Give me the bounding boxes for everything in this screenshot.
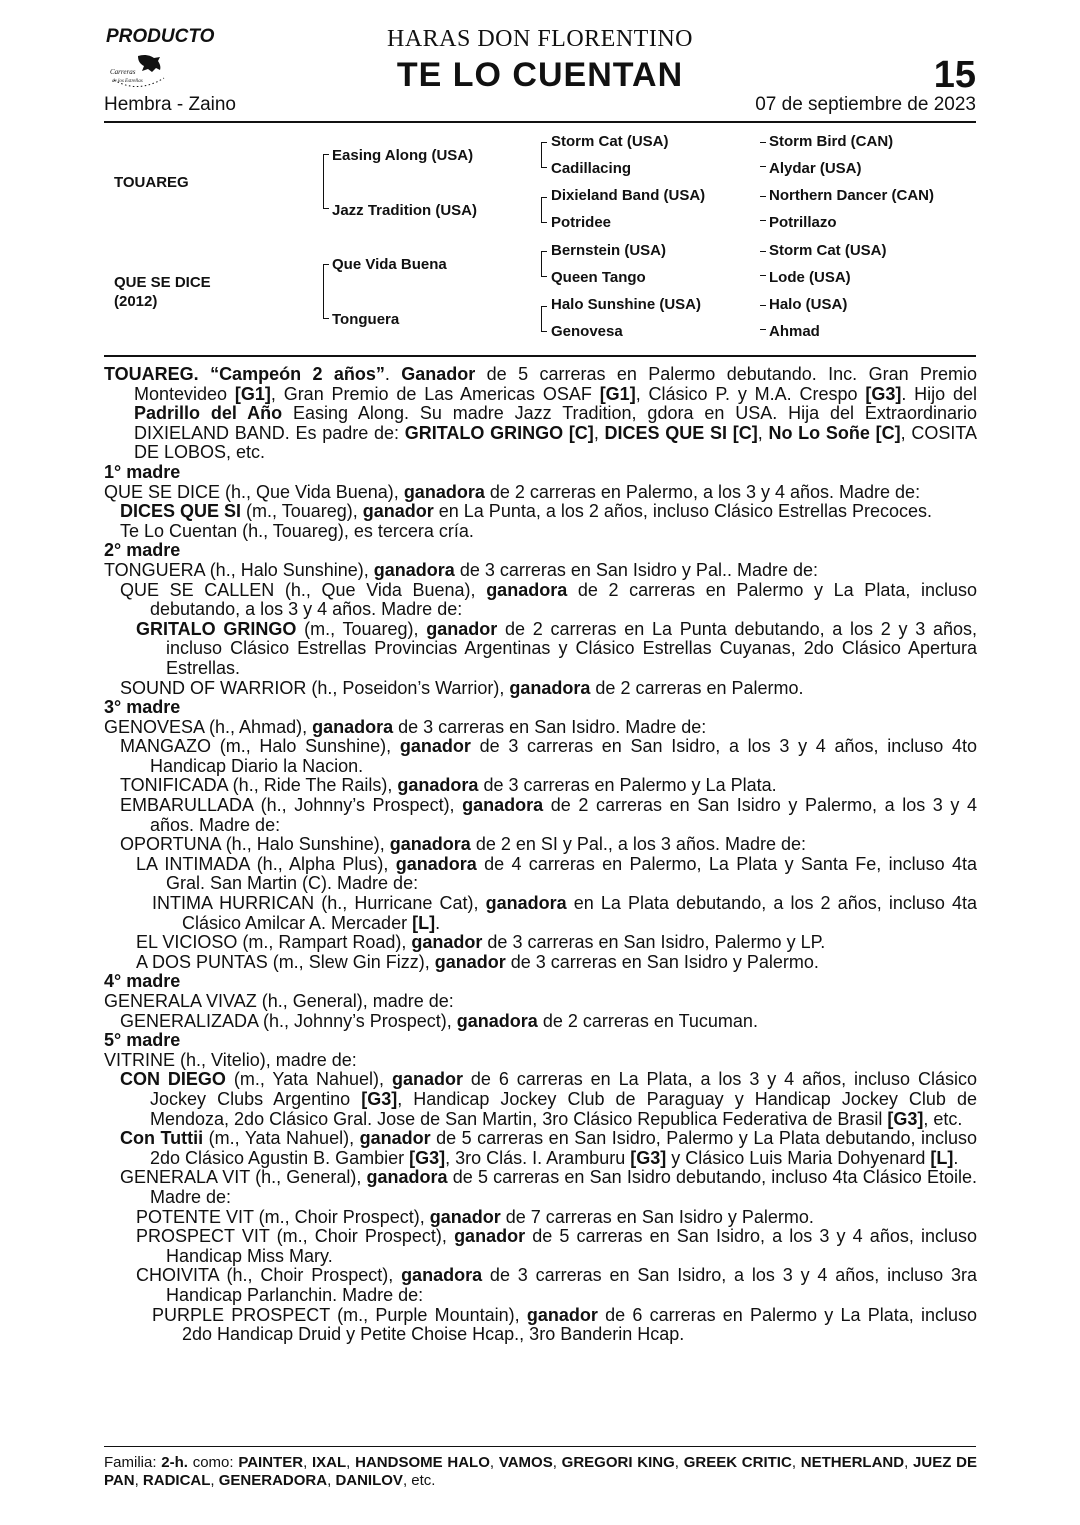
- text-run: . Hijo del: [901, 383, 977, 404]
- produce-entry: [104, 992, 977, 1012]
- bold-text: ganadora: [509, 677, 591, 698]
- text-run: de 5 carreras en San Isidro, Palermo y La Plata debutando, incluso 2do Clásico Agustin B. Gambier: [150, 1128, 978, 1168]
- bold-text: TOUAREG. “Campeón 2 años”: [104, 364, 385, 384]
- bold-text: ganadora: [397, 775, 479, 796]
- section-heading: [104, 972, 977, 992]
- produce-entry: [104, 1129, 977, 1168]
- produce-entry: [104, 1208, 977, 1228]
- pedigree-g4: Ahmad: [769, 323, 820, 340]
- text-run: (m., Touareg),: [296, 618, 427, 639]
- logo-text-2: de los Estrellas: [112, 79, 143, 84]
- text-run: de 2 carreras en La Punta debutando, a los 2 y 3 años, incluso Clásico Estrellas Provincias Argentinas y Clásico Estrellas Cuyanas, 2do Clásico Apertura Estrellas.: [166, 618, 977, 678]
- text-run: Te Lo Cuentan (h., Touareg), es tercera cría.: [120, 520, 474, 541]
- text-run: de 3 carreras en San Isidro, a los 3 y 4 años, incluso 3ra Handicap Parlanchin. Madre de:: [166, 1265, 977, 1305]
- bold-text: [G3]: [887, 1108, 924, 1129]
- produce-record: [104, 365, 977, 1345]
- section-heading: [104, 541, 977, 561]
- text-run: de 2 carreras en Palermo.: [590, 677, 804, 698]
- bold-text: RADICAL: [142, 1472, 211, 1489]
- text-run: en La Plata debutando, a los 2 años, incluso 4ta Clásico Amilcar A. Mercader: [182, 893, 977, 933]
- produce-entry: [104, 365, 977, 463]
- text-run: ,: [134, 1472, 143, 1489]
- pedigree-g4: Alydar (USA): [769, 160, 862, 177]
- text-run: de 3 carreras en San Isidro y Pal.. Madre de:: [454, 559, 818, 580]
- bold-text: ganador: [434, 951, 506, 972]
- produce-entry: [104, 522, 977, 542]
- text-run: de 5 carreras en Palermo debutando. Inc. Gran Premio Montevideo: [134, 364, 977, 404]
- bold-text: ganadora: [373, 559, 455, 580]
- bracket-g2-1: [323, 154, 324, 209]
- text-run: ,: [757, 422, 769, 443]
- pedigree-g3: Potridee: [551, 214, 612, 231]
- bold-text: GREEK CRITIC: [683, 1454, 792, 1471]
- bold-text: [L]: [930, 1147, 954, 1168]
- tick: [760, 166, 766, 167]
- text-run: PURPLE PROSPECT (m., Purple Mountain),: [152, 1304, 527, 1325]
- tick: [760, 275, 766, 276]
- text-run: de 3 carreras en San Isidro, Palermo y LP.: [482, 932, 826, 953]
- bold-text: NETHERLAND: [800, 1454, 905, 1471]
- text-run: QUE SE CALLEN (h., Que Vida Buena),: [120, 579, 487, 600]
- produce-entry: [104, 1266, 977, 1305]
- bold-text: Con Tuttii: [120, 1128, 204, 1149]
- pedigree-g3: Queen Tango: [551, 269, 646, 286]
- pedigree-dam-year: (2012): [114, 293, 158, 310]
- produce-entry: [104, 718, 977, 738]
- tick: [760, 305, 766, 306]
- bold-text: ganador: [411, 932, 483, 953]
- produce-entry: [104, 620, 977, 679]
- text-run: POTENTE VIT (m., Choir Prospect),: [136, 1206, 430, 1227]
- familia-note: [104, 1454, 977, 1490]
- text-run: (m., Touareg),: [241, 501, 363, 522]
- tick: [760, 329, 766, 330]
- text-run: de 2 carreras en Palermo, a los 3 y 4 años. Madre de:: [484, 481, 921, 502]
- bold-text: [G3]: [409, 1147, 446, 1168]
- bracket-g3: [541, 197, 542, 223]
- text-run: ,: [489, 1454, 499, 1471]
- pedigree-g4: Storm Bird (CAN): [769, 133, 894, 150]
- bold-text: VAMOS: [498, 1454, 553, 1471]
- text-run: ,: [593, 422, 605, 443]
- text-run: ,: [303, 1454, 312, 1471]
- text-run: , etc.: [923, 1108, 963, 1129]
- logo-text-1: Carreras: [110, 68, 136, 76]
- produce-entry: [104, 1306, 977, 1345]
- pedigree-dam: QUE SE DICE: [114, 274, 211, 291]
- text-run: de 2 carreras en Palermo y La Plata, incluso debutando, a los 3 y 4 años. Madre de:: [150, 579, 977, 620]
- text-run: de 3 carreras en San Isidro, a los 3 y 4 años, incluso 4to Handicap Diario la Nacion.: [150, 736, 977, 776]
- text-run: , Gran Premio de Las Americas OSAF: [270, 383, 600, 404]
- pedigree-g2: Easing Along (USA): [332, 147, 474, 164]
- bold-text: GRITALO GRINGO: [136, 618, 297, 639]
- bracket-g3: [541, 142, 542, 168]
- text-run: de 5 carreras en San Isidro, a los 3 y 4 años, incluso Handicap Miss Mary.: [166, 1226, 978, 1266]
- text-run: en La Punta, a los 2 años, incluso Clásico Estrellas Precoces.: [433, 501, 933, 522]
- product-name: TE LO CUENTAN: [396, 56, 684, 94]
- produce-entry: [104, 835, 977, 855]
- text-run: A DOS PUNTAS (m., Slew Gin Fizz),: [136, 951, 435, 972]
- text-run: OPORTUNA (h., Halo Sunshine),: [120, 834, 390, 855]
- bold-text: GRITALO GRINGO [C]: [404, 422, 594, 443]
- text-run: como:: [187, 1454, 239, 1471]
- text-run: (m., Yata Nahuel),: [225, 1069, 392, 1090]
- text-run: de 6 carreras en Palermo y La Plata, incluso 2do Handicap Druid y Petite Choise Hcap., 3ro Banderin Hcap.: [182, 1304, 978, 1345]
- text-run: de 3 carreras en Palermo y La Plata.: [478, 775, 777, 796]
- pedigree-g3: Genovesa: [551, 323, 623, 340]
- produce-entry: [104, 679, 977, 699]
- bold-text: [G1]: [234, 383, 271, 404]
- pedigree-sire: TOUAREG: [114, 174, 189, 191]
- text-run: ,: [327, 1472, 336, 1489]
- produce-entry: [104, 1070, 977, 1129]
- bold-text: 4° madre: [104, 971, 181, 992]
- text-run: de 2 carreras en Tucuman.: [537, 1010, 758, 1031]
- bold-text: 5° madre: [104, 1030, 181, 1051]
- bold-text: Ganador: [401, 364, 476, 384]
- bold-text: ganador: [359, 1128, 431, 1149]
- section-heading: [104, 698, 977, 718]
- bold-text: ganador: [399, 736, 471, 757]
- pedigree-g2: Que Vida Buena: [332, 256, 447, 273]
- pedigree-g2: Jazz Tradition (USA): [332, 202, 478, 219]
- produce-entry: [104, 737, 977, 776]
- produce-entry: [104, 581, 977, 620]
- text-run: de 6 carreras en La Plata, a los 3 y 4 años, incluso Clásico Jockey Clubs Argentino: [150, 1069, 977, 1109]
- text-run: EMBARULLADA (h., Johnny’s Prospect),: [120, 795, 463, 816]
- bold-text: ganadora: [485, 893, 567, 914]
- produce-entry: [104, 796, 977, 835]
- footer-rule: [104, 1446, 976, 1447]
- lot-number: 15: [933, 54, 976, 96]
- text-run: .: [384, 364, 402, 384]
- produce-entry: [104, 1051, 977, 1071]
- tick: [760, 251, 766, 252]
- produce-entry: [104, 1012, 977, 1032]
- bold-text: No Lo Soñe [C]: [768, 422, 901, 443]
- text-run: GENOVESA (h., Ahmad),: [104, 716, 313, 737]
- bold-text: DICES QUE SI: [120, 501, 242, 522]
- bold-text: ganadora: [366, 1167, 448, 1188]
- text-run: , COSITA DE LOBOS, etc.: [134, 422, 978, 463]
- produce-entry: [104, 1168, 977, 1207]
- text-run: ,: [552, 1454, 562, 1471]
- text-run: , 3ro Clás. I. Aramburu: [445, 1147, 631, 1168]
- text-run: GENERALA VIT (h., General),: [120, 1167, 367, 1188]
- sex-color: Hembra - Zaino: [104, 94, 236, 115]
- tick: [760, 142, 766, 143]
- bracket-g3: [541, 306, 542, 332]
- bold-text: [G3]: [361, 1088, 398, 1109]
- text-run: CHOIVITA (h., Choir Prospect),: [136, 1265, 402, 1286]
- text-run: GENERALA VIVAZ (h., General), madre de:: [104, 991, 454, 1011]
- bold-text: ganador: [391, 1069, 463, 1090]
- bold-text: ganador: [426, 618, 498, 639]
- pedigree-g4: Potrillazo: [769, 214, 837, 231]
- text-run: TONGUERA (h., Halo Sunshine),: [104, 559, 374, 580]
- produce-entry: [104, 953, 977, 973]
- text-run: ,: [210, 1472, 219, 1489]
- header-rule: [104, 121, 976, 123]
- bold-text: ganador: [526, 1304, 598, 1325]
- tick: [760, 220, 766, 221]
- bold-text: ganador: [429, 1206, 501, 1227]
- bold-text: 1° madre: [104, 461, 181, 482]
- text-run: TONIFICADA (h., Ride The Rails),: [120, 775, 398, 796]
- text-run: de 4 carreras en Palermo, La Plata y Santa Fe, incluso 4ta Gral. San Martin (C). Madre de:: [166, 853, 977, 894]
- bold-text: IXAL: [312, 1454, 347, 1471]
- bold-text: [G3]: [865, 383, 902, 404]
- text-run: QUE SE DICE (h., Que Vida Buena),: [104, 481, 404, 502]
- bold-text: CON DIEGO: [120, 1069, 226, 1090]
- bold-text: ganador: [362, 501, 434, 522]
- bold-text: DICES QUE SI [C]: [604, 422, 758, 443]
- bracket-g3: [541, 251, 542, 277]
- bracket-g2-2: [323, 264, 324, 319]
- bold-text: ganadora: [486, 579, 568, 600]
- text-run: .: [953, 1147, 959, 1168]
- pedigree-g3: Storm Cat (USA): [551, 133, 669, 150]
- bold-text: [G3]: [630, 1147, 667, 1168]
- pedigree-g4: Halo (USA): [769, 296, 848, 313]
- text-run: VITRINE (h., Vitelio), madre de:: [104, 1049, 357, 1070]
- produce-entry: [104, 483, 977, 503]
- producto-label: PRODUCTO: [106, 26, 215, 47]
- text-run: ,: [904, 1454, 914, 1471]
- bold-text: ganadora: [401, 1265, 483, 1286]
- produce-entry: [104, 933, 977, 953]
- pedigree-g4: Lode (USA): [769, 269, 851, 286]
- bold-text: ganadora: [389, 834, 471, 855]
- pedigree-g4: Northern Dancer (CAN): [769, 187, 935, 204]
- produce-entry: [104, 855, 977, 894]
- text-run: de 3 carreras en San Isidro. Madre de:: [393, 716, 707, 737]
- bold-text: GENERADORA: [218, 1472, 328, 1489]
- pedigree-g4: Storm Cat (USA): [769, 242, 887, 259]
- bold-text: Padrillo del Año: [134, 403, 283, 424]
- pedigree-g2: Tonguera: [332, 311, 400, 328]
- text-run: ,: [791, 1454, 801, 1471]
- text-run: Familia:: [104, 1454, 162, 1471]
- bold-text: ganador: [454, 1226, 526, 1247]
- bold-text: 3° madre: [104, 697, 181, 718]
- bold-text: GREGORI KING: [561, 1454, 675, 1471]
- bold-text: ganadora: [312, 716, 394, 737]
- text-run: EL VICIOSO (m., Rampart Road),: [136, 932, 412, 953]
- text-run: Easing Along. Su madre Jazz Tradition, gdora en USA. Hija del Extraordinario DIXIELAND BAND. Es padre de:: [134, 403, 977, 443]
- pedigree-g3: Cadillacing: [551, 160, 632, 177]
- bold-text: ganadora: [403, 481, 485, 502]
- bold-text: ganadora: [456, 1010, 538, 1031]
- bold-text: ganadora: [395, 853, 477, 874]
- bold-text: JUEZ DE PAN: [104, 1454, 977, 1489]
- text-run: MANGAZO (m., Halo Sunshine),: [120, 736, 400, 757]
- text-run: LA INTIMADA (h., Alpha Plus),: [136, 853, 396, 874]
- text-run: de 5 carreras en San Isidro debutando, incluso 4ta Clásico Etoile. Madre de:: [150, 1167, 977, 1207]
- bold-text: PAINTER: [238, 1454, 304, 1471]
- text-run: , etc.: [402, 1472, 436, 1489]
- text-run: ,: [674, 1454, 684, 1471]
- text-run: PROSPECT VIT (m., Choir Prospect),: [136, 1226, 455, 1247]
- pedigree-g3: Bernstein (USA): [551, 242, 667, 259]
- pedigree-g3: Halo Sunshine (USA): [551, 296, 702, 313]
- section-heading: [104, 463, 977, 483]
- text-run: INTIMA HURRICAN (h., Hurricane Cat),: [152, 893, 486, 914]
- text-run: ,: [346, 1454, 356, 1471]
- text-run: de 2 carreras en San Isidro y Palermo, a los 3 y 4 años. Madre de:: [150, 795, 977, 835]
- section-heading: [104, 1031, 977, 1051]
- bold-text: [G1]: [599, 383, 636, 404]
- produce-entry: [104, 561, 977, 581]
- produce-entry: [104, 776, 977, 796]
- text-run: de 3 carreras en San Isidro y Palermo.: [505, 951, 819, 972]
- produce-entry: [104, 1227, 977, 1266]
- text-run: de 2 en SI y Pal., a los 3 años. Madre de:: [470, 834, 807, 855]
- bold-text: DANILOV: [335, 1472, 403, 1489]
- bold-text: ganadora: [462, 795, 544, 816]
- tick: [760, 196, 766, 197]
- pedigree-rule: [104, 355, 976, 357]
- text-run: , Handicap Jockey Club de Paraguay y Handicap Jockey Club de Mendoza, 2do Clásico Gral. Jose de San Martin, 3ro Clásico Republica Federativa de Brasil: [150, 1088, 977, 1129]
- text-run: de 7 carreras en San Isidro y Palermo.: [500, 1206, 814, 1227]
- haras-name: HARAS DON FLORENTINO: [386, 26, 693, 52]
- produce-entry: [104, 894, 977, 933]
- text-run: SOUND OF WARRIOR (h., Poseidon’s Warrior),: [120, 677, 510, 698]
- text-run: (m., Yata Nahuel),: [203, 1128, 360, 1149]
- bold-text: 2-h.: [161, 1454, 188, 1471]
- text-run: .: [435, 912, 441, 933]
- bold-text: [L]: [412, 912, 436, 933]
- bold-text: 2° madre: [104, 540, 181, 561]
- produce-entry: [104, 502, 977, 522]
- pedigree-g3: Dixieland Band (USA): [551, 187, 706, 204]
- text-run: GENERALIZADA (h., Johnny’s Prospect),: [120, 1010, 457, 1031]
- text-run: y Clásico Luis Maria Dohyenard: [666, 1147, 931, 1168]
- text-run: , Clásico P. y M.A. Crespo: [635, 383, 866, 404]
- bold-text: HANDSOME HALO: [355, 1454, 490, 1471]
- sale-date: 07 de septiembre de 2023: [755, 94, 976, 115]
